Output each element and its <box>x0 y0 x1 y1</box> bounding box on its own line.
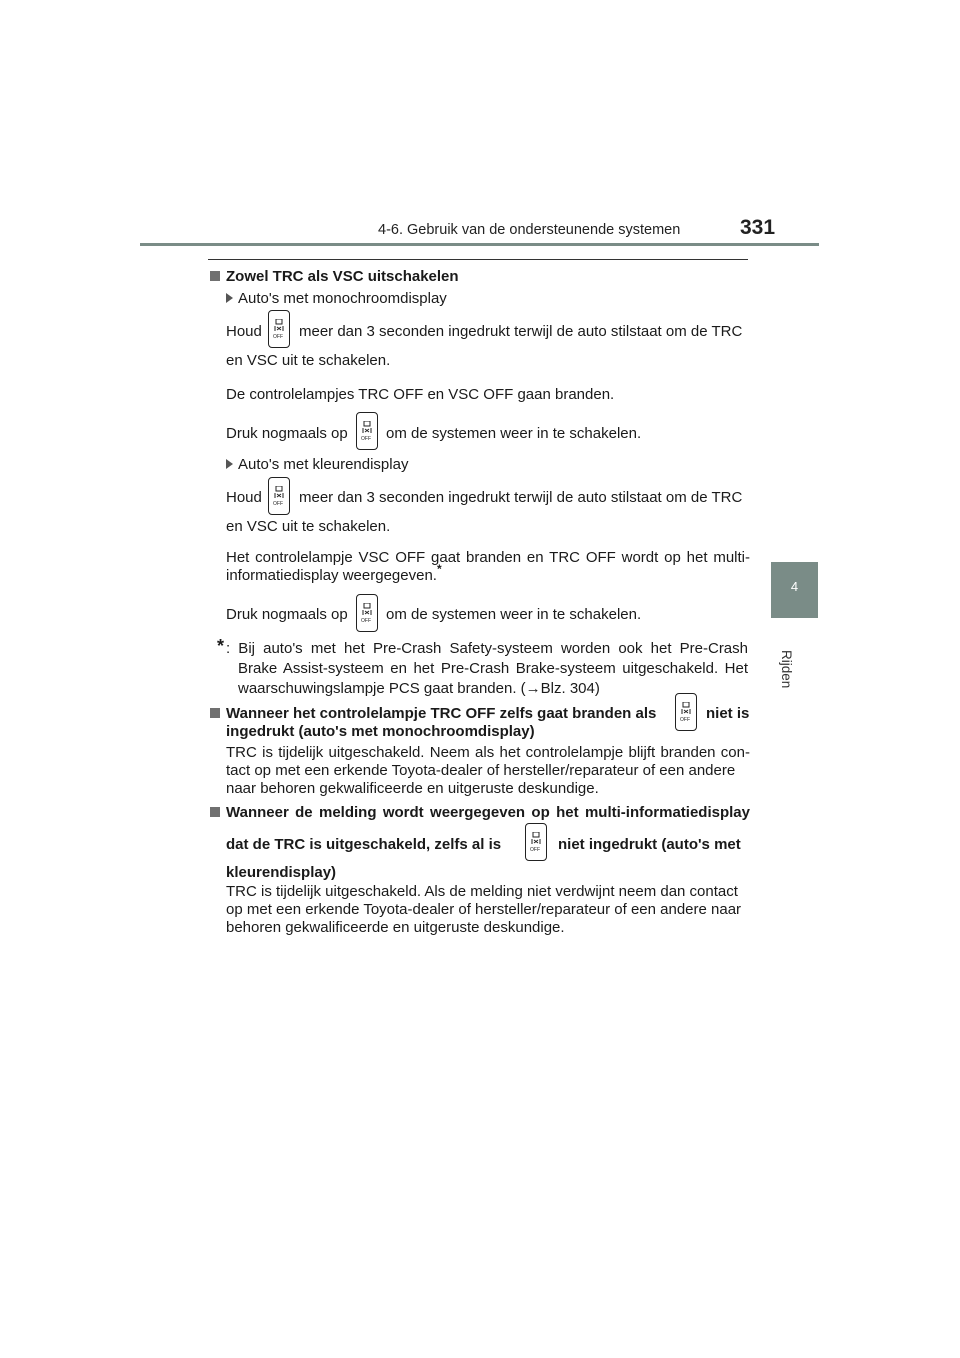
subheading-color: Auto's met kleurendisplay <box>226 456 408 473</box>
trc-off-button-icon <box>356 594 378 632</box>
trc-off-button-icon <box>356 412 378 450</box>
trc-off-button-icon <box>268 477 290 515</box>
paragraph-line: behoren gekwalificeerde en uitgeruste deskundige. <box>226 919 565 936</box>
text-line: meer dan 3 seconden ingedrukt terwijl de auto stilstaat om de TRC <box>299 323 743 340</box>
square-bullet-icon <box>210 271 220 281</box>
text-line: De controlelampjes TRC OFF en VSC OFF gaan branden. <box>226 386 615 403</box>
trc-off-button-icon <box>675 693 697 731</box>
svg-text:OFF: OFF <box>273 501 283 506</box>
chapter-tab: 4 <box>771 562 818 618</box>
section-title: 4-6. Gebruik van de ondersteunende systemen <box>378 222 681 238</box>
text-line: en VSC uit te schakelen. <box>226 518 391 535</box>
heading-text: ingedrukt (auto's met monochroomdisplay) <box>226 723 535 740</box>
svg-text:OFF: OFF <box>361 436 371 441</box>
footnote-marker: * <box>436 562 442 576</box>
footnote-line: : Bij auto's met het Pre-Crash Safety-systeem worden ook het Pre-Crash <box>226 640 748 657</box>
section-heading-1: Zowel TRC als VSC uitschakelen <box>210 268 459 285</box>
footnote-line: waarschuwingslampje PCS gaat branden. (→Blz. 304) <box>238 680 600 697</box>
section-heading-3: Wanneer de melding wordt weergegeven op het multi-informatiedisplay <box>210 804 750 821</box>
text-line: Houd <box>226 489 262 506</box>
text-line: Houd <box>226 323 262 340</box>
heading-text: dat de TRC is uitgeschakeld, zelfs al is <box>226 836 502 853</box>
text-line: Het controlelampje VSC OFF gaat branden en TRC OFF wordt op het multi- <box>226 549 750 566</box>
square-bullet-icon <box>210 708 220 718</box>
footnote-line: Brake Assist-systeem en het Pre-Crash Brake-systeem uitgeschakeld. Het <box>238 660 748 677</box>
footnote: * <box>217 636 225 656</box>
text-line: informatiedisplay weergegeven.* <box>226 562 442 584</box>
chapter-label: Rijden <box>779 650 794 689</box>
text-line: om de systemen weer in te schakelen. <box>386 425 642 442</box>
text-line: Druk nogmaals op <box>226 606 348 623</box>
header-divider <box>140 243 819 246</box>
subheading-mono: Auto's met monochroomdisplay <box>226 290 447 307</box>
triangle-bullet-icon <box>226 293 233 303</box>
square-bullet-icon <box>210 807 220 817</box>
svg-text:OFF: OFF <box>530 847 540 852</box>
text-line: meer dan 3 seconden ingedrukt terwijl de auto stilstaat om de TRC <box>299 489 743 506</box>
text-line: Druk nogmaals op <box>226 425 348 442</box>
paragraph-line: naar behoren gekwalificeerde en uitgeruste deskundige. <box>226 780 599 797</box>
paragraph-line: tact op met een erkende Toyota-dealer of hersteller/reparateur of een andere <box>226 762 736 779</box>
heading-text: niet is <box>706 705 750 722</box>
page-number: 331 <box>740 216 776 239</box>
section-heading-2: Wanneer het controlelampje TRC OFF zelfs gaat branden als <box>210 705 656 722</box>
paragraph-line: TRC is tijdelijk uitgeschakeld. Als de melding niet verdwijnt neem dan contact <box>226 883 738 900</box>
text-line: om de systemen weer in te schakelen. <box>386 606 642 623</box>
svg-text:OFF: OFF <box>273 334 283 339</box>
heading-text: kleurendisplay) <box>226 864 337 881</box>
triangle-bullet-icon <box>226 459 233 469</box>
trc-off-button-icon <box>525 823 547 861</box>
heading-text: niet ingedrukt (auto's met <box>558 836 741 853</box>
svg-text:OFF: OFF <box>680 717 690 722</box>
svg-text:OFF: OFF <box>361 618 371 623</box>
text-line: en VSC uit te schakelen. <box>226 352 391 369</box>
paragraph-line: op met een erkende Toyota-dealer of hersteller/reparateur of een andere naar <box>226 901 742 918</box>
content-divider <box>208 259 748 260</box>
trc-off-button-icon <box>268 310 290 348</box>
paragraph-line: TRC is tijdelijk uitgeschakeld. Neem als het controlelampje blijft branden con- <box>226 744 750 761</box>
